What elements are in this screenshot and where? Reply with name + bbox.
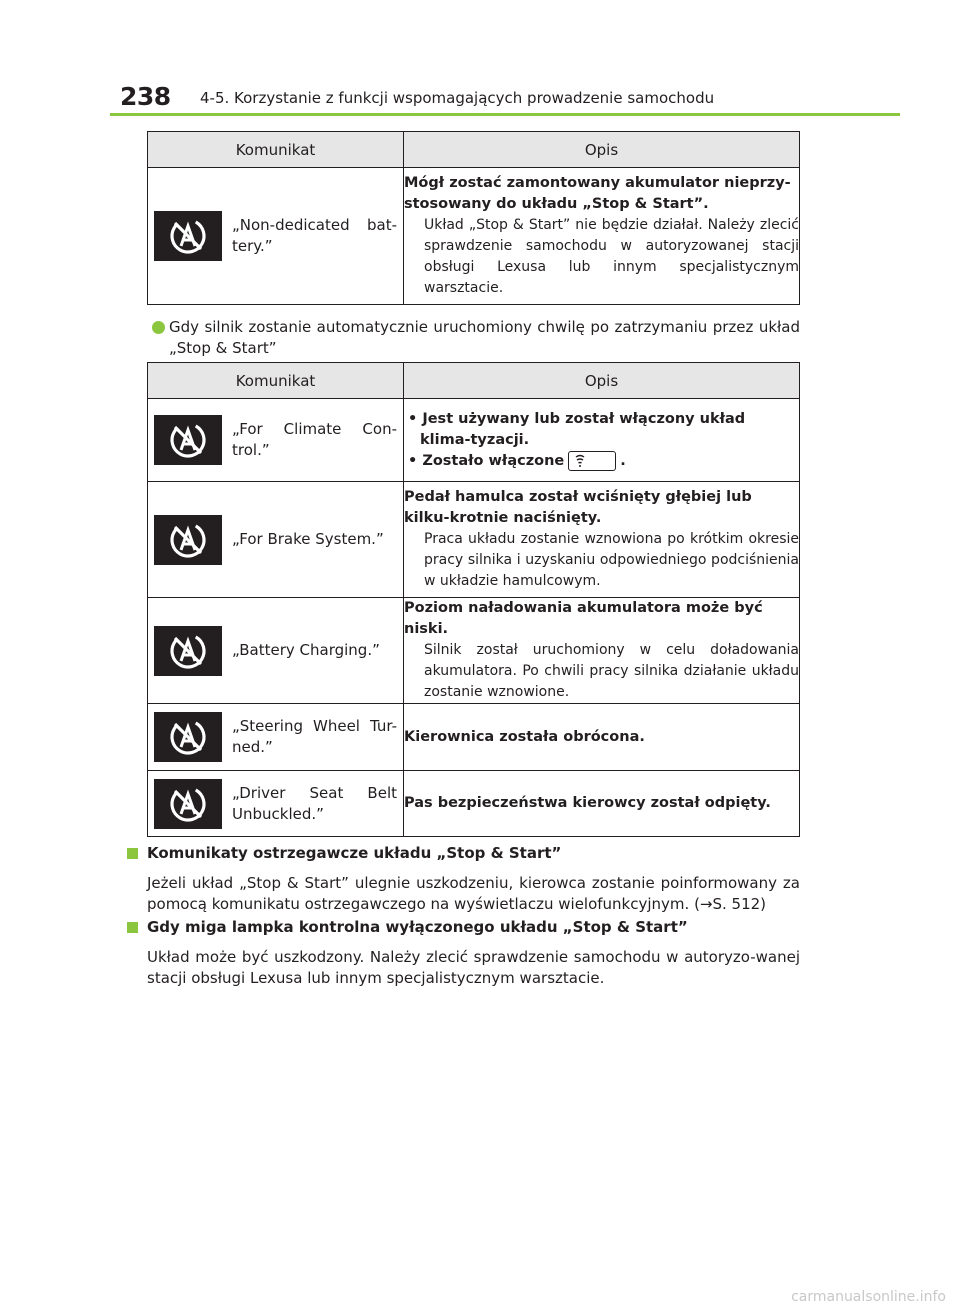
table-row <box>148 704 800 771</box>
column-header-description: Opis <box>404 132 800 168</box>
description-heading: Pas bezpieczeństwa kierowcy został odpięty. <box>404 795 771 811</box>
table-row <box>148 399 800 482</box>
section-indicator-flashing <box>127 917 800 989</box>
table-row <box>148 771 800 837</box>
description-detail: Układ „Stop & Start” nie będzie działał. Należy zlecić sprawdzenie samochodu w autoryzowanej stacji obsługi Lexusa lub innym specjalistycznym warsztacie. <box>424 217 799 296</box>
section-title: Gdy miga lampka kontrolna wyłączonego układu „Stop & Start” <box>147 918 688 936</box>
description-bullet: • Jest używany lub został włączony układ klima-tyzacji. <box>408 410 746 448</box>
description-detail: Silnik został uruchomiony w celu doładowania akumulatora. Po chwili pracy silnika działanie układu zostanie wznowione. <box>424 642 799 700</box>
section-title: Komunikaty ostrzegawcze układu „Stop & Start” <box>147 844 562 862</box>
stop-start-off-icon <box>154 415 222 465</box>
chapter-title: 4-5. Korzystanie z funkcji wspomagających prowadzenie samochodu <box>200 89 715 107</box>
table-row <box>148 482 800 598</box>
column-header-message: Komunikat <box>148 363 404 399</box>
description-detail: Praca układu zostanie wznowiona po krótkim okresie pracy silnika i uzyskaniu odpowiedniego podciśnienia w układzie hamulcowym. <box>424 531 799 589</box>
message-text: „Steering Wheel Tur-ned.” <box>232 717 397 756</box>
page-number: 238 <box>120 82 171 111</box>
section-body: Układ może być uszkodzony. Należy zlecić sprawdzenie samochodu w autoryzo-wanej stacji obsługi Lexusa lub innym specjalistycznym warsztacie. <box>147 948 800 987</box>
message-table-1 <box>147 131 800 305</box>
table-row <box>148 598 800 704</box>
stop-start-off-icon <box>154 515 222 565</box>
stop-start-off-icon <box>154 211 222 261</box>
table-header-row <box>148 363 800 399</box>
bullet-paragraph: Gdy silnik zostanie automatycznie uruchomiony chwilę po zatrzymaniu przez układ „Stop & Start” <box>153 317 800 359</box>
description-heading: Poziom naładowania akumulatora może być niski. <box>404 600 763 637</box>
section-body: Jeżeli układ „Stop & Start” ulegnie uszkodzeniu, kierowca zostanie poinformowany za pomocą komunikatu ostrzegawczego na wyświetlaczu wielofunkcyjnym. (→S. 512) <box>147 874 800 913</box>
column-header-message: Komunikat <box>148 132 404 168</box>
watermark: carmanualsonline.info <box>791 1289 946 1305</box>
column-header-description: Opis <box>404 363 800 399</box>
section-square-marker <box>127 848 138 859</box>
table-header-row <box>148 132 800 168</box>
description-heading: Mógł zostać zamontowany akumulator nieprzy-stosowany do układu „Stop & Start”. <box>404 175 791 212</box>
page-header <box>120 82 900 116</box>
stop-start-off-icon <box>154 779 222 829</box>
message-text: „Driver Seat Belt Unbuckled.” <box>232 783 397 823</box>
section-square-marker <box>127 922 138 933</box>
section-warning-messages <box>127 843 800 915</box>
defogger-switch-icon <box>568 451 616 471</box>
stop-start-off-icon <box>154 712 222 762</box>
description-heading: Kierownica została obrócona. <box>404 728 645 745</box>
stop-start-off-icon <box>154 626 222 676</box>
message-text: „Battery Charging.” <box>232 641 380 659</box>
header-rule <box>110 113 900 116</box>
message-text: „For Brake System.” <box>232 530 384 548</box>
message-text: „For Climate Con-trol.” <box>232 420 397 459</box>
description-heading: Pedał hamulca został wciśnięty głębiej lub kilku-krotnie naciśnięty. <box>404 489 752 526</box>
bullet-dot <box>152 321 165 334</box>
description-bullet: • Zostało włączone . <box>408 452 626 469</box>
table-row <box>148 168 800 305</box>
message-table-2 <box>147 362 800 837</box>
message-text: „Non-dedicated bat-tery.” <box>232 216 397 255</box>
